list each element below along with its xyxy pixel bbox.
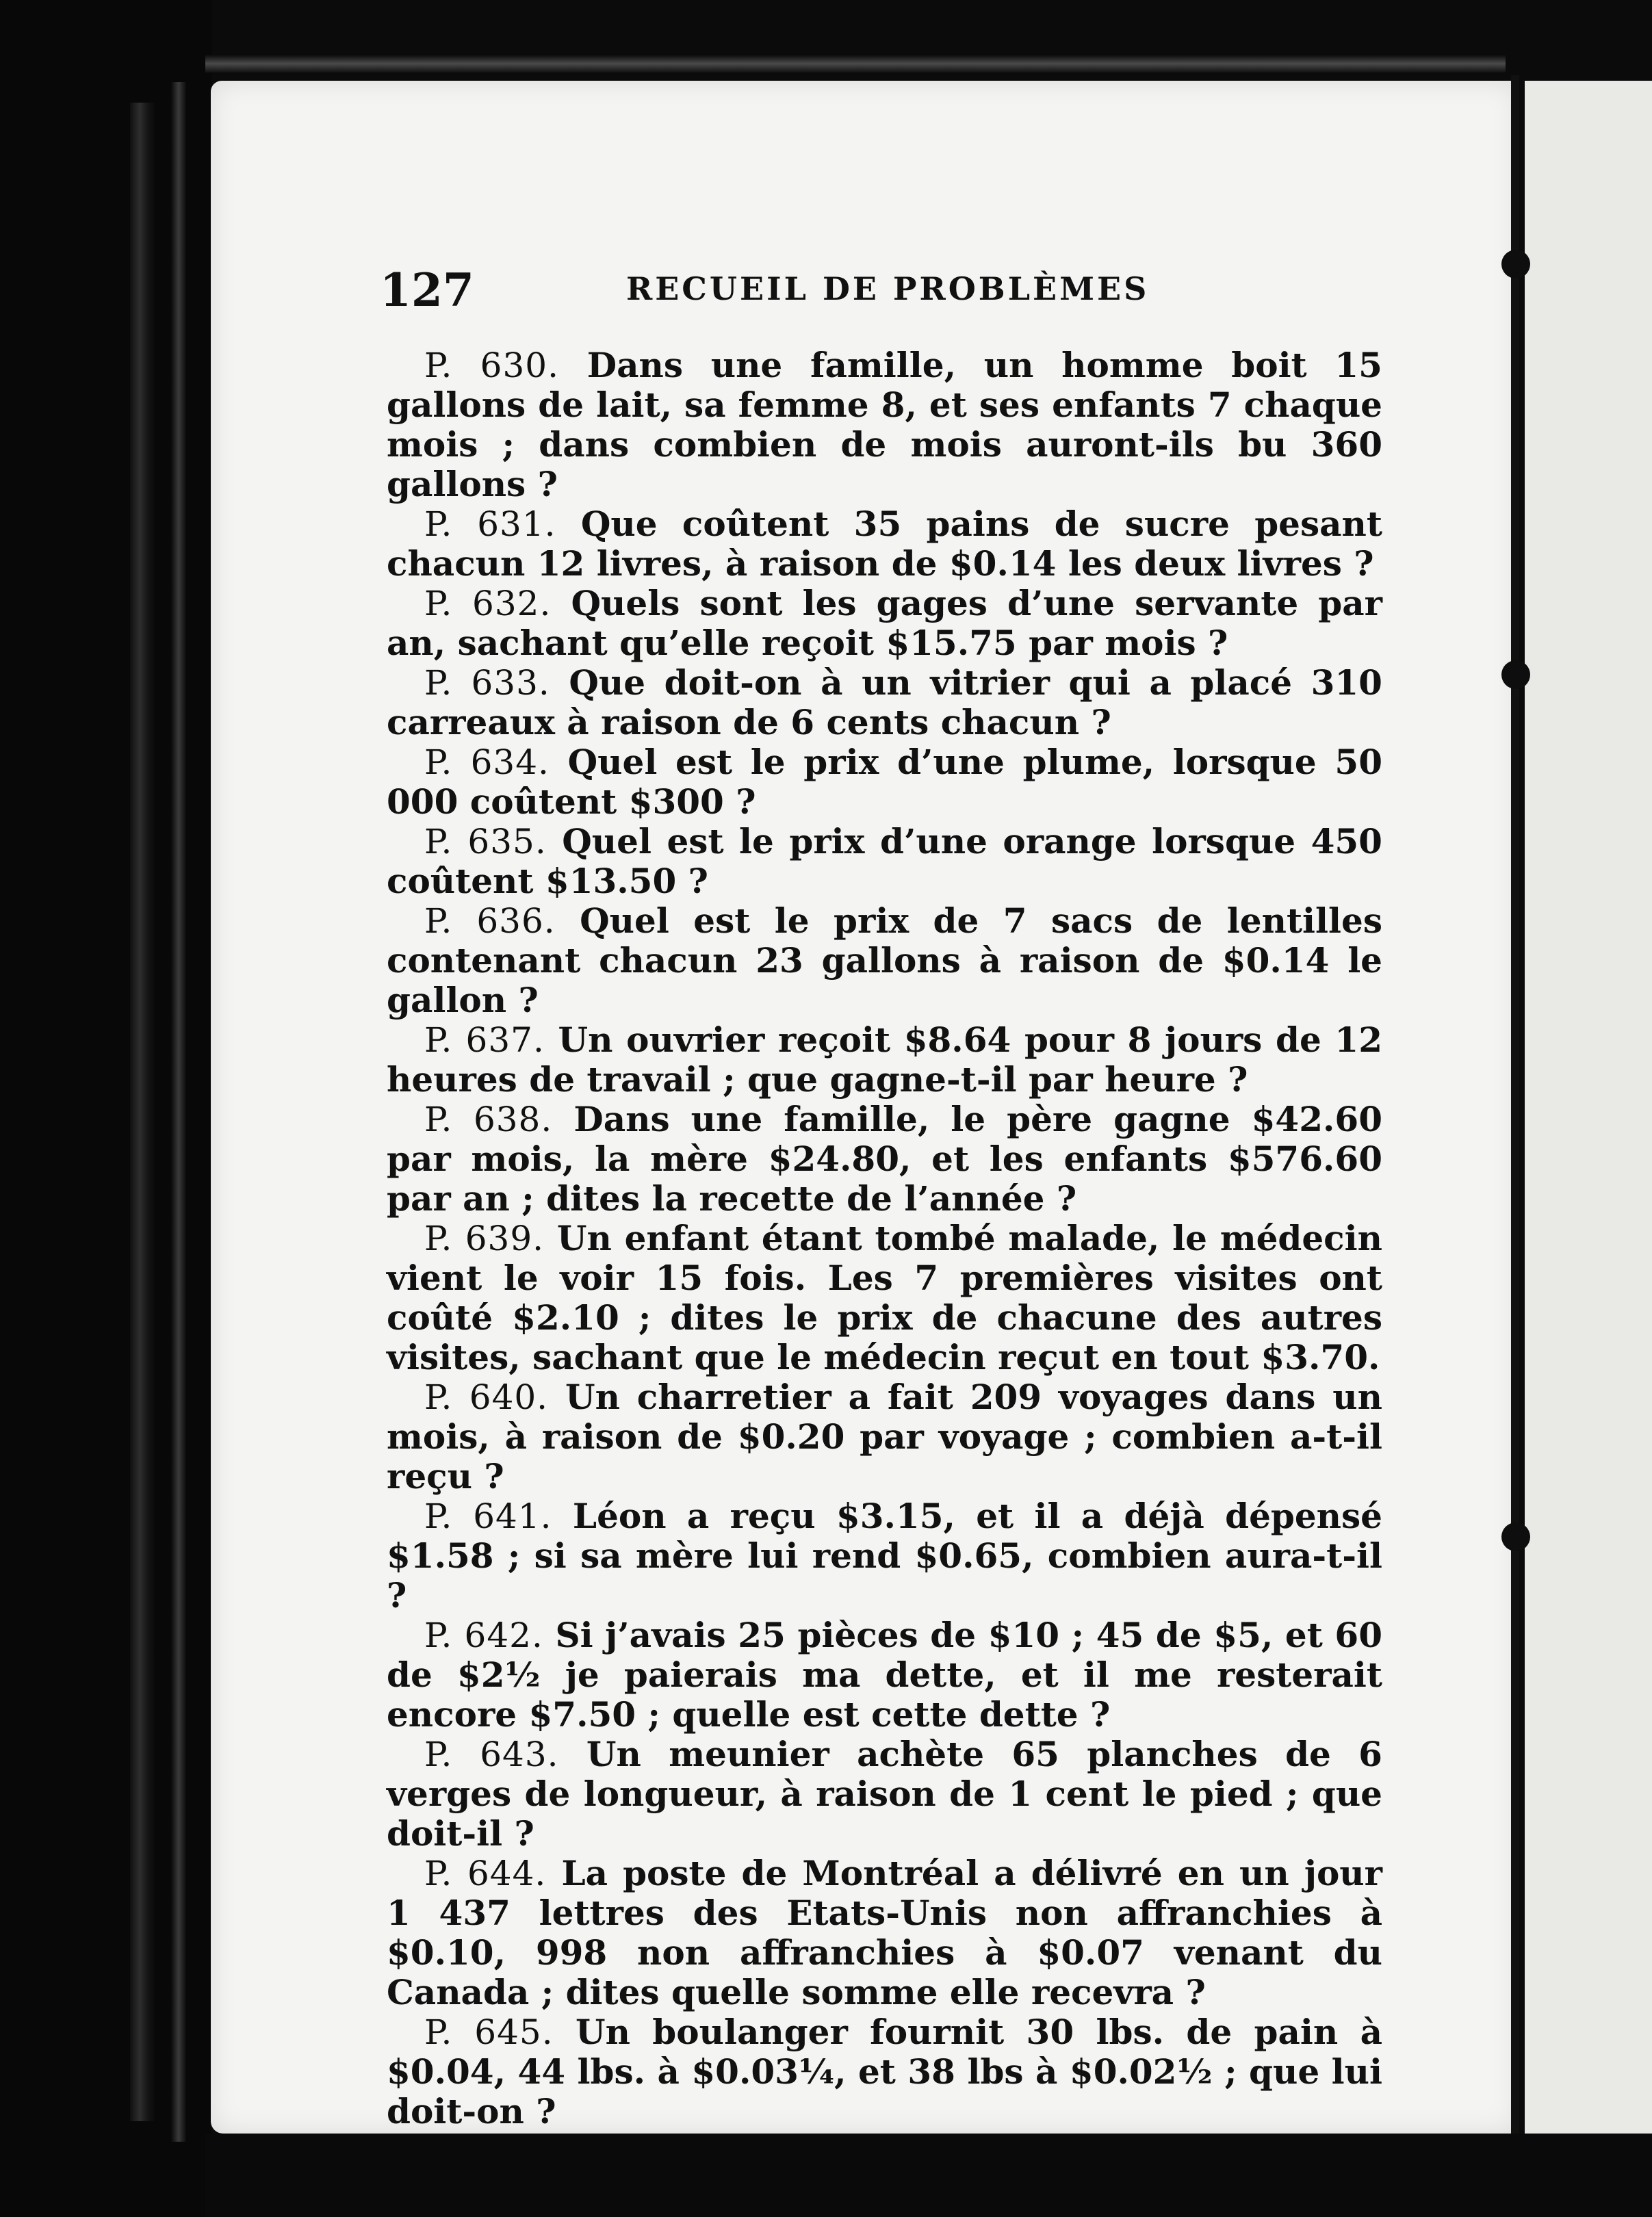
- problem-label: P. 631.: [424, 504, 556, 544]
- page-stack-edge: [171, 82, 186, 2142]
- problem-item: [387, 1219, 1382, 1377]
- running-title: RECUEIL DE PROBLÈMES: [626, 270, 1150, 307]
- problem-item: [387, 584, 1382, 663]
- problem-item: [387, 1854, 1382, 2012]
- problem-list: [387, 346, 1382, 2131]
- problem-label: P. 636.: [424, 901, 556, 941]
- problem-item: [387, 346, 1382, 504]
- adjacent-page-strip: [1525, 81, 1652, 2134]
- problem-label: P. 642.: [424, 1616, 543, 1655]
- problem-text: La poste de Montréal a délivré en un jour 1 437 lettres des Etats-Unis non affranchies à $0.10, 998 non affranchies à $0.07 venant du Canada ; dites quelle somme elle recevra ?: [387, 1853, 1382, 2012]
- page-number: 127: [380, 263, 474, 317]
- problem-label: P. 643.: [424, 1735, 559, 1774]
- binding-ring: [1501, 250, 1530, 278]
- problem-label: P. 634.: [424, 742, 550, 782]
- problem-text: Un meunier achète 65 planches de 6 verges de longueur, à raison de 1 cent le pied ; que doit-il ?: [387, 1734, 1382, 1854]
- bottom-scan-border: [205, 2134, 1652, 2217]
- problem-label: P. 630.: [424, 346, 559, 385]
- problem-text: Un ouvrier reçoit $8.64 pour 8 jours de 12 heures de travail ; que gagne-t-il par heure ?: [387, 1020, 1382, 1100]
- problem-item: [387, 742, 1382, 822]
- problem-label: P. 637.: [424, 1020, 545, 1060]
- problem-item: [387, 1020, 1382, 1100]
- problem-label: P. 639.: [424, 1219, 545, 1258]
- problem-text: Que coûtent 35 pains de sucre pesant chacun 12 livres, à raison de $0.14 les deux livres ?: [387, 504, 1382, 584]
- problem-text: Un enfant étant tombé malade, le médecin vient le voir 15 fois. Les 7 premières visites ont coûté $2.10 ; dites le prix de chacune des autres visites, sachant que le médecin reçut en tout $3.70.: [387, 1218, 1382, 1377]
- problem-label: P. 638.: [424, 1100, 553, 1139]
- problem-label: P. 632.: [424, 584, 552, 623]
- problem-text: Quels sont les gages d’une servante par an, sachant qu’elle reçoit $15.75 par mois ?: [387, 583, 1382, 663]
- problem-text: Quel est le prix d’une orange lorsque 450 coûtent $13.50 ?: [387, 821, 1382, 901]
- problem-item: [387, 1100, 1382, 1219]
- problem-item: [387, 663, 1382, 742]
- page-header: [380, 263, 1406, 325]
- problem-item: [387, 901, 1382, 1020]
- problem-text: Que doit-on à un vitrier qui a placé 310 carreaux à raison de 6 cents chacun ?: [387, 662, 1382, 742]
- binding-ring: [1501, 1522, 1530, 1551]
- problem-item: [387, 822, 1382, 901]
- problem-text: Léon a reçu $3.15, et il a déjà dépensé $1.58 ; si sa mère lui rend $0.65, combien aura-t-il ?: [387, 1496, 1382, 1616]
- problem-item: [387, 1735, 1382, 1854]
- page-gutter: [1511, 75, 1519, 2149]
- problem-text: Dans une famille, un homme boit 15 gallons de lait, sa femme 8, et ses enfants 7 chaque mois ; dans combien de mois auront-ils bu 360 gallons ?: [387, 345, 1382, 504]
- problem-item: [387, 1616, 1382, 1735]
- problem-item: [387, 1496, 1382, 1616]
- problem-label: P. 635.: [424, 822, 547, 861]
- spine-edge-highlight: [130, 103, 155, 2121]
- problem-item: [387, 1377, 1382, 1496]
- problem-label: P. 633.: [424, 663, 550, 703]
- problem-item: [387, 504, 1382, 584]
- problem-label: P. 645.: [424, 2012, 554, 2052]
- problem-text: Quel est le prix de 7 sacs de lentilles contenant chacun 23 gallons à raison de $0.14 le gallon ?: [387, 900, 1382, 1020]
- problem-label: P. 641.: [424, 1496, 552, 1536]
- problem-label: P. 640.: [424, 1377, 549, 1417]
- top-page-edge: [205, 55, 1506, 73]
- problem-item: [387, 2012, 1382, 2131]
- problem-label: P. 644.: [424, 1854, 547, 1893]
- problem-text: Un boulanger fournit 30 lbs. de pain à $0.04, 44 lbs. à $0.03¼, et 38 lbs à $0.02½ ; que lui doit-on ?: [387, 2012, 1382, 2131]
- problem-text: Quel est le prix d’une plume, lorsque 50 000 coûtent $300 ?: [387, 742, 1382, 822]
- problem-text: Si j’avais 25 pièces de $10 ; 45 de $5, et 60 de $2½ je paierais ma dette, et il me resterait encore $7.50 ; quelle est cette dette ?: [387, 1615, 1382, 1735]
- problem-text: Un charretier a fait 209 voyages dans un mois, à raison de $0.20 par voyage ; combien a-t-il reçu ?: [387, 1377, 1382, 1496]
- problem-text: Dans une famille, le père gagne $42.60 par mois, la mère $24.80, et les enfants $576.60 par an ; dites la recette de l’année ?: [387, 1099, 1382, 1219]
- binding-ring: [1501, 660, 1530, 689]
